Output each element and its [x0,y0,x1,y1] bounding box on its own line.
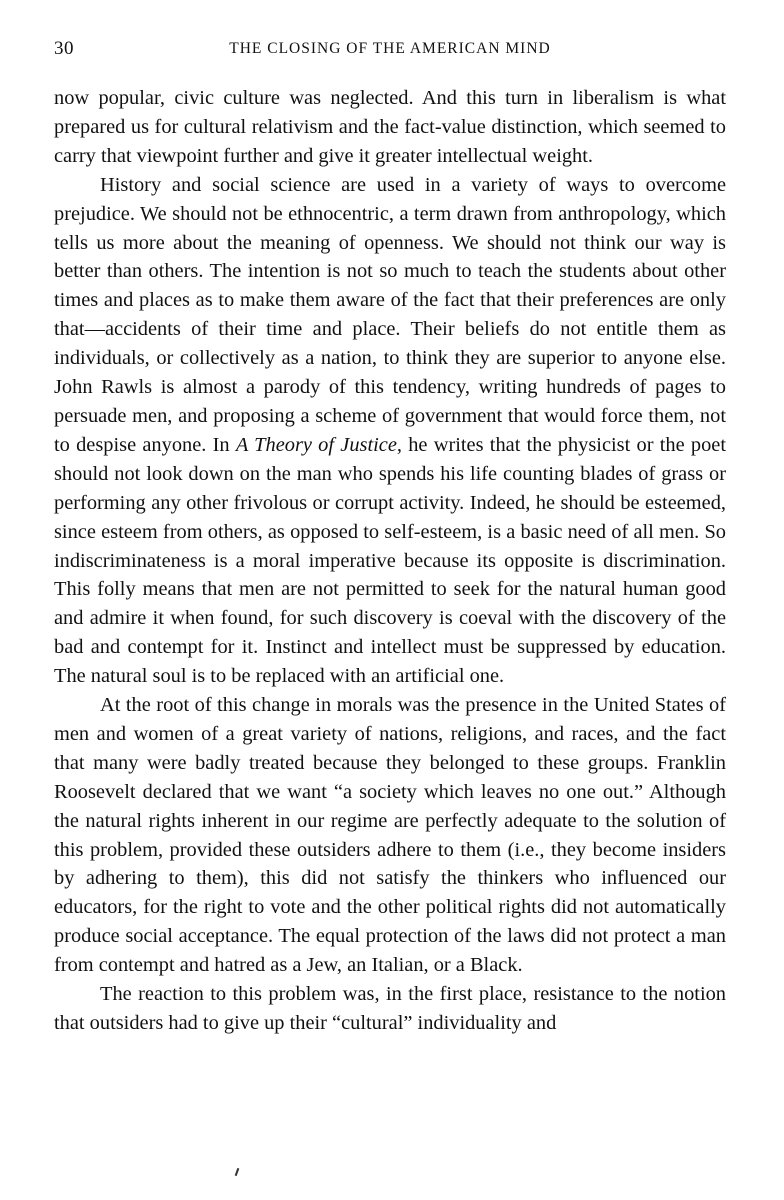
paragraph-3 [54,691,726,980]
paragraph-1 [54,84,726,171]
paragraph-1-text: now popular, civic culture was neglected. And this turn in liberalism is what prepared us for cultural relativism and the fact-value distinction, which seemed to carry that viewpoint further and give it greater intellectual weight. [54,87,726,167]
book-page [54,38,726,1038]
paragraph-2-text-b: he writes that the physicist or the poet should not look down on the man who spends his life counting blades of grass or performing any other frivolous or corrupt activity. Indeed, he should be esteemed, since esteem from others, as opposed to self-esteem, is a basic need of all men. So indiscriminateness is a moral imperative because its opposite is discrimination. This folly means that men are not permitted to seek for the natural human good and admire it when found, for such discovery is coeval with the discovery of the bad and contempt for it. Instinct and intellect must be suppressed by education. The natural soul is to be replaced with an artificial one. [54,433,726,688]
paragraph-3-text: At the root of this change in morals was the presence in the United States of men and women of a great variety of nations, religions, and races, and the fact that many were badly treated because they belonged to these groups. Franklin Roosevelt declared that we want “a society which leaves no one out.” Although the natural rights inherent in our regime are perfectly adequate to the solution of this problem, provided these outsiders adhere to them (i.e., they become insiders by adhering to them), this did not satisfy the thinkers who influenced our educators, for the right to vote and the other political rights did not automatically produce social acceptance. The equal protection of the laws did not protect a man from contempt and hatred as a Jew, an Italian, or a Black. [54,694,726,977]
paragraph-2-text-a: History and social science are used in a variety of ways to overcome prejudice. We should not be ethnocentric, a term drawn from anthropology, which tells us more about the meaning of openness. We should not think our way is better than others. The intention is not so much to teach the students about other times and places as to make them aware of the fact that their preferences are only that—accidents of their time and place. Their beliefs do not entitle them as individuals, or collectively as a nation, to think they are superior to anyone else. John Rawls is almost a parody of this tendency, writing hundreds of pages to persuade men, and proposing a scheme of government that would force them, not to despise anyone. In [54,173,726,456]
paragraph-2 [54,171,726,691]
page-number: 30 [54,38,74,59]
paragraph-4 [54,980,726,1038]
running-title: THE CLOSING OF THE AMERICAN MIND [229,40,551,57]
book-title-a-theory-of-justice: A Theory of Justice, [235,433,402,456]
paragraph-4-text: The reaction to this problem was, in the first place, resistance to the notion that outsiders had to give up their “cultural” individuality and [54,983,726,1034]
page-header [54,38,726,68]
body-text [54,84,726,1038]
stray-ink-mark [235,1168,240,1176]
